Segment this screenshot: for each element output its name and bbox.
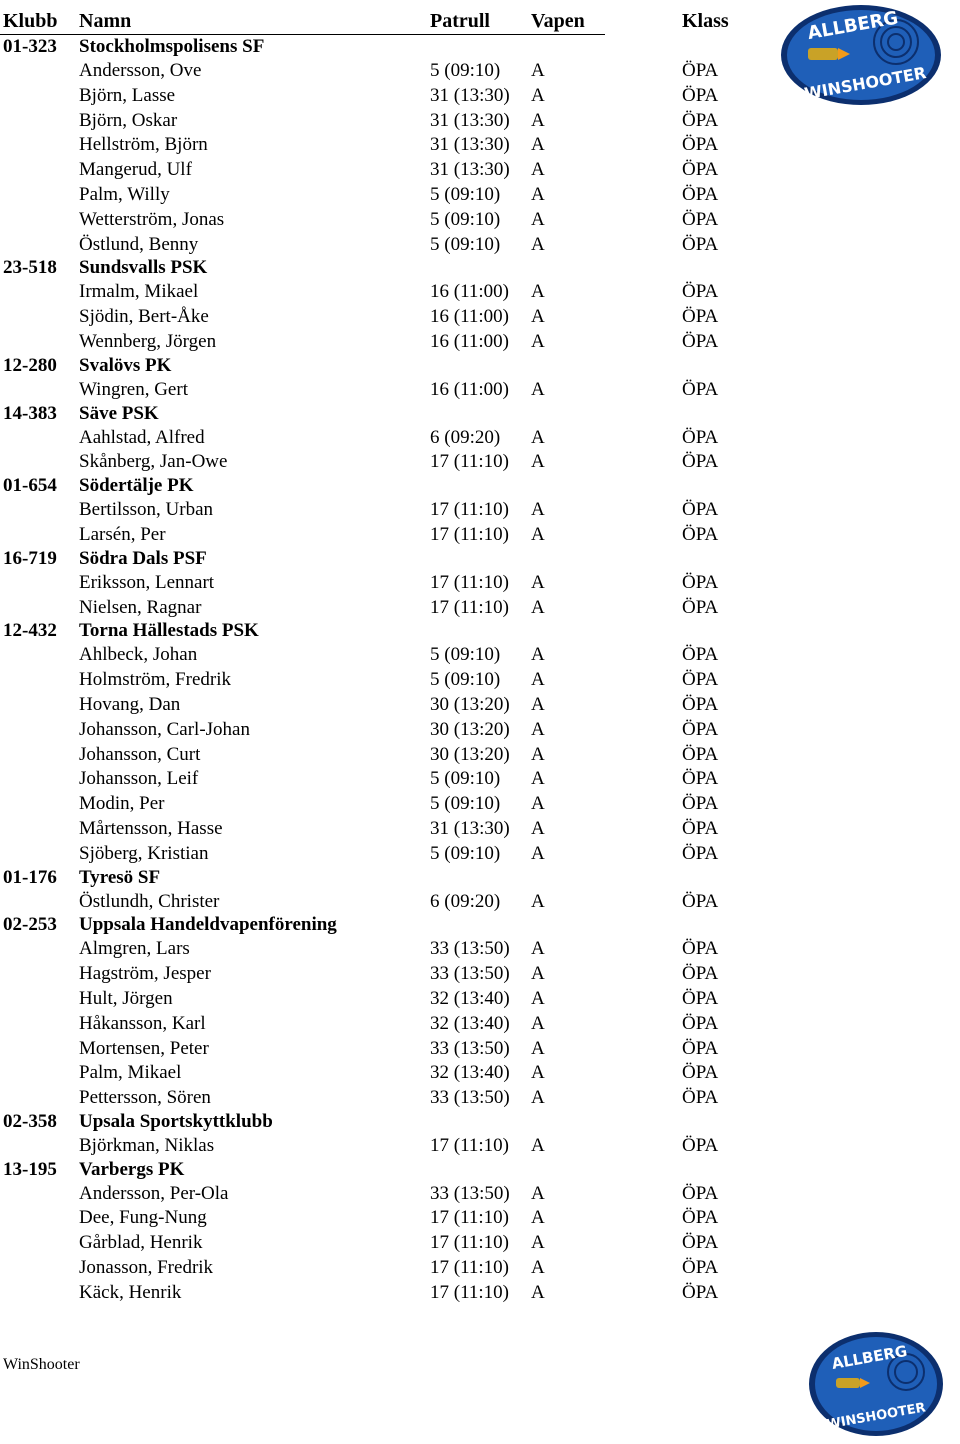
member-row bbox=[0, 987, 760, 1012]
member-vapen: A bbox=[531, 1281, 545, 1303]
member-name: Modin, Per bbox=[79, 793, 165, 815]
club-row bbox=[0, 403, 760, 426]
member-patrull: 33 (13:50) bbox=[430, 963, 510, 985]
member-name: Dee, Fung-Nung bbox=[79, 1207, 207, 1229]
member-name: Bertilsson, Urban bbox=[79, 499, 214, 521]
member-name: Hovang, Dan bbox=[79, 693, 181, 715]
member-row bbox=[0, 84, 760, 109]
member-klass: ÖPA bbox=[682, 84, 719, 106]
member-vapen: A bbox=[531, 1062, 545, 1084]
member-klass: ÖPA bbox=[682, 378, 719, 400]
member-klass: ÖPA bbox=[682, 60, 719, 81]
club-name: Södra Dals PSF bbox=[79, 547, 207, 569]
club-row bbox=[0, 867, 760, 890]
club-id: 01-176 bbox=[3, 866, 57, 888]
member-row bbox=[0, 59, 760, 84]
member-vapen: A bbox=[531, 768, 545, 790]
member-klass: ÖPA bbox=[682, 987, 719, 1009]
member-patrull: 17 (11:10) bbox=[430, 1257, 509, 1279]
member-row bbox=[0, 426, 760, 451]
member-patrull: 31 (13:30) bbox=[430, 134, 510, 156]
member-vapen: A bbox=[531, 1037, 545, 1059]
member-row bbox=[0, 693, 760, 718]
member-row bbox=[0, 1231, 760, 1256]
club-name: Sundsvalls PSK bbox=[79, 257, 208, 279]
member-klass: ÖPA bbox=[682, 693, 719, 715]
member-name: Nielsen, Ragnar bbox=[79, 596, 202, 618]
member-name: Eriksson, Lennart bbox=[79, 571, 215, 593]
member-vapen: A bbox=[531, 183, 545, 205]
member-vapen: A bbox=[531, 159, 545, 181]
member-name: Andersson, Per-Ola bbox=[79, 1182, 229, 1204]
club-name: Tyresö SF bbox=[79, 866, 161, 888]
club-name: Stockholmspolisens SF bbox=[79, 36, 265, 57]
member-row bbox=[0, 962, 760, 987]
header-divider bbox=[0, 34, 605, 35]
member-row bbox=[0, 378, 760, 403]
member-name: Wingren, Gert bbox=[79, 378, 188, 400]
member-klass: ÖPA bbox=[682, 523, 719, 545]
member-name: Aahlstad, Alfred bbox=[79, 426, 205, 448]
member-klass: ÖPA bbox=[682, 793, 719, 815]
svg-text:ALLBERG: ALLBERG bbox=[806, 7, 900, 45]
member-row bbox=[0, 330, 760, 355]
member-row bbox=[0, 718, 760, 743]
member-patrull: 32 (13:40) bbox=[430, 1062, 510, 1084]
member-vapen: A bbox=[531, 1207, 545, 1229]
svg-text:ALLBERG: ALLBERG bbox=[830, 1341, 909, 1373]
footer-text: WinShooter bbox=[3, 1356, 80, 1373]
club-name: Upsala Sportskyttklubb bbox=[79, 1110, 273, 1132]
member-vapen: A bbox=[531, 426, 545, 448]
member-vapen: A bbox=[531, 451, 545, 473]
member-name: Palm, Willy bbox=[79, 183, 170, 205]
member-name: Johansson, Leif bbox=[79, 768, 199, 790]
member-klass: ÖPA bbox=[682, 644, 719, 666]
member-row bbox=[0, 1012, 760, 1037]
club-id: 02-253 bbox=[3, 914, 57, 936]
member-vapen: A bbox=[531, 84, 545, 106]
member-vapen: A bbox=[531, 499, 545, 521]
header-namn: Namn bbox=[79, 10, 132, 32]
member-name: Östlund, Benny bbox=[79, 233, 199, 255]
member-vapen: A bbox=[531, 1182, 545, 1204]
club-row bbox=[0, 257, 760, 280]
member-vapen: A bbox=[531, 963, 545, 985]
member-name: Skånberg, Jan-Owe bbox=[79, 451, 228, 473]
member-klass: ÖPA bbox=[682, 1232, 719, 1254]
club-id: 02-358 bbox=[3, 1110, 57, 1132]
member-patrull: 16 (11:00) bbox=[430, 330, 509, 352]
club-row bbox=[0, 1111, 760, 1134]
allberg-winshooter-logo bbox=[778, 2, 944, 108]
member-row bbox=[0, 668, 760, 693]
club-row bbox=[0, 1159, 760, 1182]
club-id: 12-432 bbox=[3, 620, 57, 642]
club-row bbox=[0, 36, 760, 59]
member-patrull: 17 (11:10) bbox=[430, 571, 509, 593]
member-klass: ÖPA bbox=[682, 1134, 719, 1156]
member-name: Hult, Jörgen bbox=[79, 987, 173, 1009]
member-patrull: 31 (13:30) bbox=[430, 84, 510, 106]
club-id: 12-280 bbox=[3, 354, 57, 376]
member-name: Mårtensson, Hasse bbox=[79, 817, 223, 839]
member-klass: ÖPA bbox=[682, 669, 719, 691]
member-name: Ahlbeck, Johan bbox=[79, 644, 198, 666]
header-klass: Klass bbox=[682, 10, 729, 32]
member-row bbox=[0, 1061, 760, 1086]
table-header bbox=[0, 10, 760, 36]
member-vapen: A bbox=[531, 1012, 545, 1034]
member-row bbox=[0, 1182, 760, 1207]
member-name: Håkansson, Karl bbox=[79, 1012, 206, 1034]
member-row bbox=[0, 792, 760, 817]
member-vapen: A bbox=[531, 718, 545, 740]
member-patrull: 5 (09:10) bbox=[430, 842, 501, 864]
club-name: Säve PSK bbox=[79, 402, 159, 424]
member-patrull: 17 (11:10) bbox=[430, 499, 509, 521]
member-patrull: 30 (13:20) bbox=[430, 693, 510, 715]
member-klass: ÖPA bbox=[682, 1182, 719, 1204]
club-list bbox=[0, 36, 760, 1306]
member-patrull: 16 (11:00) bbox=[430, 281, 509, 303]
member-patrull: 32 (13:40) bbox=[430, 1012, 510, 1034]
member-vapen: A bbox=[531, 306, 545, 328]
member-name: Holmström, Fredrik bbox=[79, 669, 231, 691]
member-patrull: 5 (09:10) bbox=[430, 183, 501, 205]
member-klass: ÖPA bbox=[682, 842, 719, 864]
member-patrull: 31 (13:30) bbox=[430, 109, 510, 131]
member-klass: ÖPA bbox=[682, 426, 719, 448]
club-row bbox=[0, 914, 760, 937]
member-vapen: A bbox=[531, 571, 545, 593]
member-row bbox=[0, 183, 760, 208]
member-patrull: 31 (13:30) bbox=[430, 817, 510, 839]
member-patrull: 6 (09:20) bbox=[430, 890, 501, 912]
member-klass: ÖPA bbox=[682, 596, 719, 618]
member-vapen: A bbox=[531, 693, 545, 715]
member-row bbox=[0, 890, 760, 915]
member-row bbox=[0, 133, 760, 158]
member-klass: ÖPA bbox=[682, 718, 719, 740]
member-patrull: 5 (09:10) bbox=[430, 768, 501, 790]
member-name: Almgren, Lars bbox=[79, 938, 190, 960]
member-row bbox=[0, 109, 760, 134]
member-klass: ÖPA bbox=[682, 1257, 719, 1279]
member-patrull: 32 (13:40) bbox=[430, 987, 510, 1009]
member-klass: ÖPA bbox=[682, 183, 719, 205]
member-klass: ÖPA bbox=[682, 938, 719, 960]
svg-text:WINSHOOTER: WINSHOOTER bbox=[802, 63, 928, 104]
member-vapen: A bbox=[531, 208, 545, 230]
club-id: 01-654 bbox=[3, 475, 57, 497]
member-patrull: 30 (13:20) bbox=[430, 718, 510, 740]
member-row bbox=[0, 305, 760, 330]
allberg-winshooter-logo-footer bbox=[806, 1328, 946, 1438]
member-patrull: 5 (09:10) bbox=[430, 233, 501, 255]
member-vapen: A bbox=[531, 523, 545, 545]
member-row bbox=[0, 1281, 760, 1306]
member-klass: ÖPA bbox=[682, 306, 719, 328]
member-vapen: A bbox=[531, 109, 545, 131]
member-vapen: A bbox=[531, 938, 545, 960]
member-patrull: 33 (13:50) bbox=[430, 1037, 510, 1059]
member-klass: ÖPA bbox=[682, 281, 719, 303]
club-row bbox=[0, 620, 760, 643]
member-patrull: 16 (11:00) bbox=[430, 378, 509, 400]
member-klass: ÖPA bbox=[682, 1037, 719, 1059]
member-vapen: A bbox=[531, 233, 545, 255]
member-klass: ÖPA bbox=[682, 159, 719, 181]
club-id: 14-383 bbox=[3, 402, 57, 424]
member-name: Käck, Henrik bbox=[79, 1281, 182, 1303]
member-row bbox=[0, 280, 760, 305]
header-klubb: Klubb bbox=[3, 10, 58, 32]
club-row bbox=[0, 475, 760, 498]
club-name: Varbergs PK bbox=[79, 1158, 185, 1180]
svg-text:WINSHOOTER: WINSHOOTER bbox=[825, 1400, 927, 1433]
member-row bbox=[0, 842, 760, 867]
member-vapen: A bbox=[531, 1134, 545, 1156]
member-vapen: A bbox=[531, 842, 545, 864]
member-row bbox=[0, 571, 760, 596]
member-vapen: A bbox=[531, 1087, 545, 1109]
member-klass: ÖPA bbox=[682, 1207, 719, 1229]
member-row bbox=[0, 937, 760, 962]
member-klass: ÖPA bbox=[682, 1012, 719, 1034]
club-id: 01-323 bbox=[3, 36, 57, 57]
club-name: Svalövs PK bbox=[79, 354, 172, 376]
member-name: Björkman, Niklas bbox=[79, 1134, 215, 1156]
member-patrull: 17 (11:10) bbox=[430, 1232, 509, 1254]
member-vapen: A bbox=[531, 987, 545, 1009]
member-vapen: A bbox=[531, 890, 545, 912]
member-name: Björn, Oskar bbox=[79, 109, 178, 131]
member-vapen: A bbox=[531, 281, 545, 303]
member-klass: ÖPA bbox=[682, 208, 719, 230]
club-row bbox=[0, 355, 760, 378]
member-klass: ÖPA bbox=[682, 571, 719, 593]
member-name: Wennberg, Jörgen bbox=[79, 330, 217, 352]
member-patrull: 33 (13:50) bbox=[430, 1087, 510, 1109]
member-row bbox=[0, 1134, 760, 1159]
member-klass: ÖPA bbox=[682, 817, 719, 839]
member-row bbox=[0, 158, 760, 183]
member-patrull: 5 (09:10) bbox=[430, 644, 501, 666]
member-row bbox=[0, 743, 760, 768]
member-klass: ÖPA bbox=[682, 499, 719, 521]
member-vapen: A bbox=[531, 644, 545, 666]
club-id: 16-719 bbox=[3, 547, 57, 569]
member-vapen: A bbox=[531, 1232, 545, 1254]
member-patrull: 17 (11:10) bbox=[430, 1281, 509, 1303]
member-row bbox=[0, 233, 760, 258]
club-name: Södertälje PK bbox=[79, 475, 194, 497]
member-patrull: 31 (13:30) bbox=[430, 159, 510, 181]
member-name: Johansson, Carl-Johan bbox=[79, 718, 250, 740]
member-vapen: A bbox=[531, 60, 545, 81]
member-row bbox=[0, 450, 760, 475]
member-vapen: A bbox=[531, 1257, 545, 1279]
member-klass: ÖPA bbox=[682, 890, 719, 912]
member-name: Björn, Lasse bbox=[79, 84, 176, 106]
member-row bbox=[0, 1086, 760, 1111]
member-patrull: 6 (09:20) bbox=[430, 426, 501, 448]
member-row bbox=[0, 1256, 760, 1281]
member-name: Hellström, Björn bbox=[79, 134, 208, 156]
member-patrull: 30 (13:20) bbox=[430, 743, 510, 765]
member-patrull: 5 (09:10) bbox=[430, 793, 501, 815]
member-vapen: A bbox=[531, 378, 545, 400]
member-row bbox=[0, 523, 760, 548]
member-vapen: A bbox=[531, 330, 545, 352]
member-patrull: 16 (11:00) bbox=[430, 306, 509, 328]
member-row bbox=[0, 208, 760, 233]
member-row bbox=[0, 1037, 760, 1062]
member-klass: ÖPA bbox=[682, 963, 719, 985]
header-patrull: Patrull bbox=[430, 10, 490, 32]
member-klass: ÖPA bbox=[682, 768, 719, 790]
member-name: Hagström, Jesper bbox=[79, 963, 211, 985]
member-klass: ÖPA bbox=[682, 743, 719, 765]
member-patrull: 17 (11:10) bbox=[430, 1207, 509, 1229]
club-id: 23-518 bbox=[3, 257, 57, 279]
member-klass: ÖPA bbox=[682, 233, 719, 255]
member-row bbox=[0, 596, 760, 621]
member-name: Sjödin, Bert-Åke bbox=[79, 306, 209, 328]
member-row bbox=[0, 767, 760, 792]
member-name: Jonasson, Fredrik bbox=[79, 1257, 214, 1279]
member-name: Larsén, Per bbox=[79, 523, 166, 545]
member-name: Palm, Mikael bbox=[79, 1062, 182, 1084]
member-klass: ÖPA bbox=[682, 1087, 719, 1109]
member-vapen: A bbox=[531, 817, 545, 839]
club-name: Torna Hällestads PSK bbox=[79, 620, 259, 642]
member-row bbox=[0, 1206, 760, 1231]
member-patrull: 33 (13:50) bbox=[430, 1182, 510, 1204]
member-patrull: 5 (09:10) bbox=[430, 208, 501, 230]
club-name: Uppsala Handeldvapenförening bbox=[79, 914, 337, 936]
member-name: Pettersson, Sören bbox=[79, 1087, 211, 1109]
member-klass: ÖPA bbox=[682, 134, 719, 156]
member-name: Wetterström, Jonas bbox=[79, 208, 225, 230]
member-klass: ÖPA bbox=[682, 330, 719, 352]
member-klass: ÖPA bbox=[682, 451, 719, 473]
club-id: 13-195 bbox=[3, 1158, 57, 1180]
member-klass: ÖPA bbox=[682, 1281, 719, 1303]
member-row bbox=[0, 817, 760, 842]
member-patrull: 17 (11:10) bbox=[430, 451, 509, 473]
member-patrull: 17 (11:10) bbox=[430, 1134, 509, 1156]
member-row bbox=[0, 498, 760, 523]
member-name: Andersson, Ove bbox=[79, 60, 202, 81]
member-name: Johansson, Curt bbox=[79, 743, 201, 765]
member-patrull: 5 (09:10) bbox=[430, 60, 501, 81]
club-row bbox=[0, 548, 760, 571]
member-vapen: A bbox=[531, 134, 545, 156]
member-patrull: 5 (09:10) bbox=[430, 669, 501, 691]
member-name: Irmalm, Mikael bbox=[79, 281, 199, 303]
header-vapen: Vapen bbox=[531, 10, 585, 32]
member-name: Mortensen, Peter bbox=[79, 1037, 209, 1059]
member-patrull: 33 (13:50) bbox=[430, 938, 510, 960]
member-name: Mangerud, Ulf bbox=[79, 159, 192, 181]
member-vapen: A bbox=[531, 793, 545, 815]
member-klass: ÖPA bbox=[682, 1062, 719, 1084]
member-vapen: A bbox=[531, 743, 545, 765]
member-name: Östlundh, Christer bbox=[79, 890, 220, 912]
member-row bbox=[0, 643, 760, 668]
member-name: Gårblad, Henrik bbox=[79, 1232, 203, 1254]
member-klass: ÖPA bbox=[682, 109, 719, 131]
member-patrull: 17 (11:10) bbox=[430, 523, 509, 545]
member-vapen: A bbox=[531, 596, 545, 618]
member-patrull: 17 (11:10) bbox=[430, 596, 509, 618]
member-name: Sjöberg, Kristian bbox=[79, 842, 209, 864]
member-vapen: A bbox=[531, 669, 545, 691]
